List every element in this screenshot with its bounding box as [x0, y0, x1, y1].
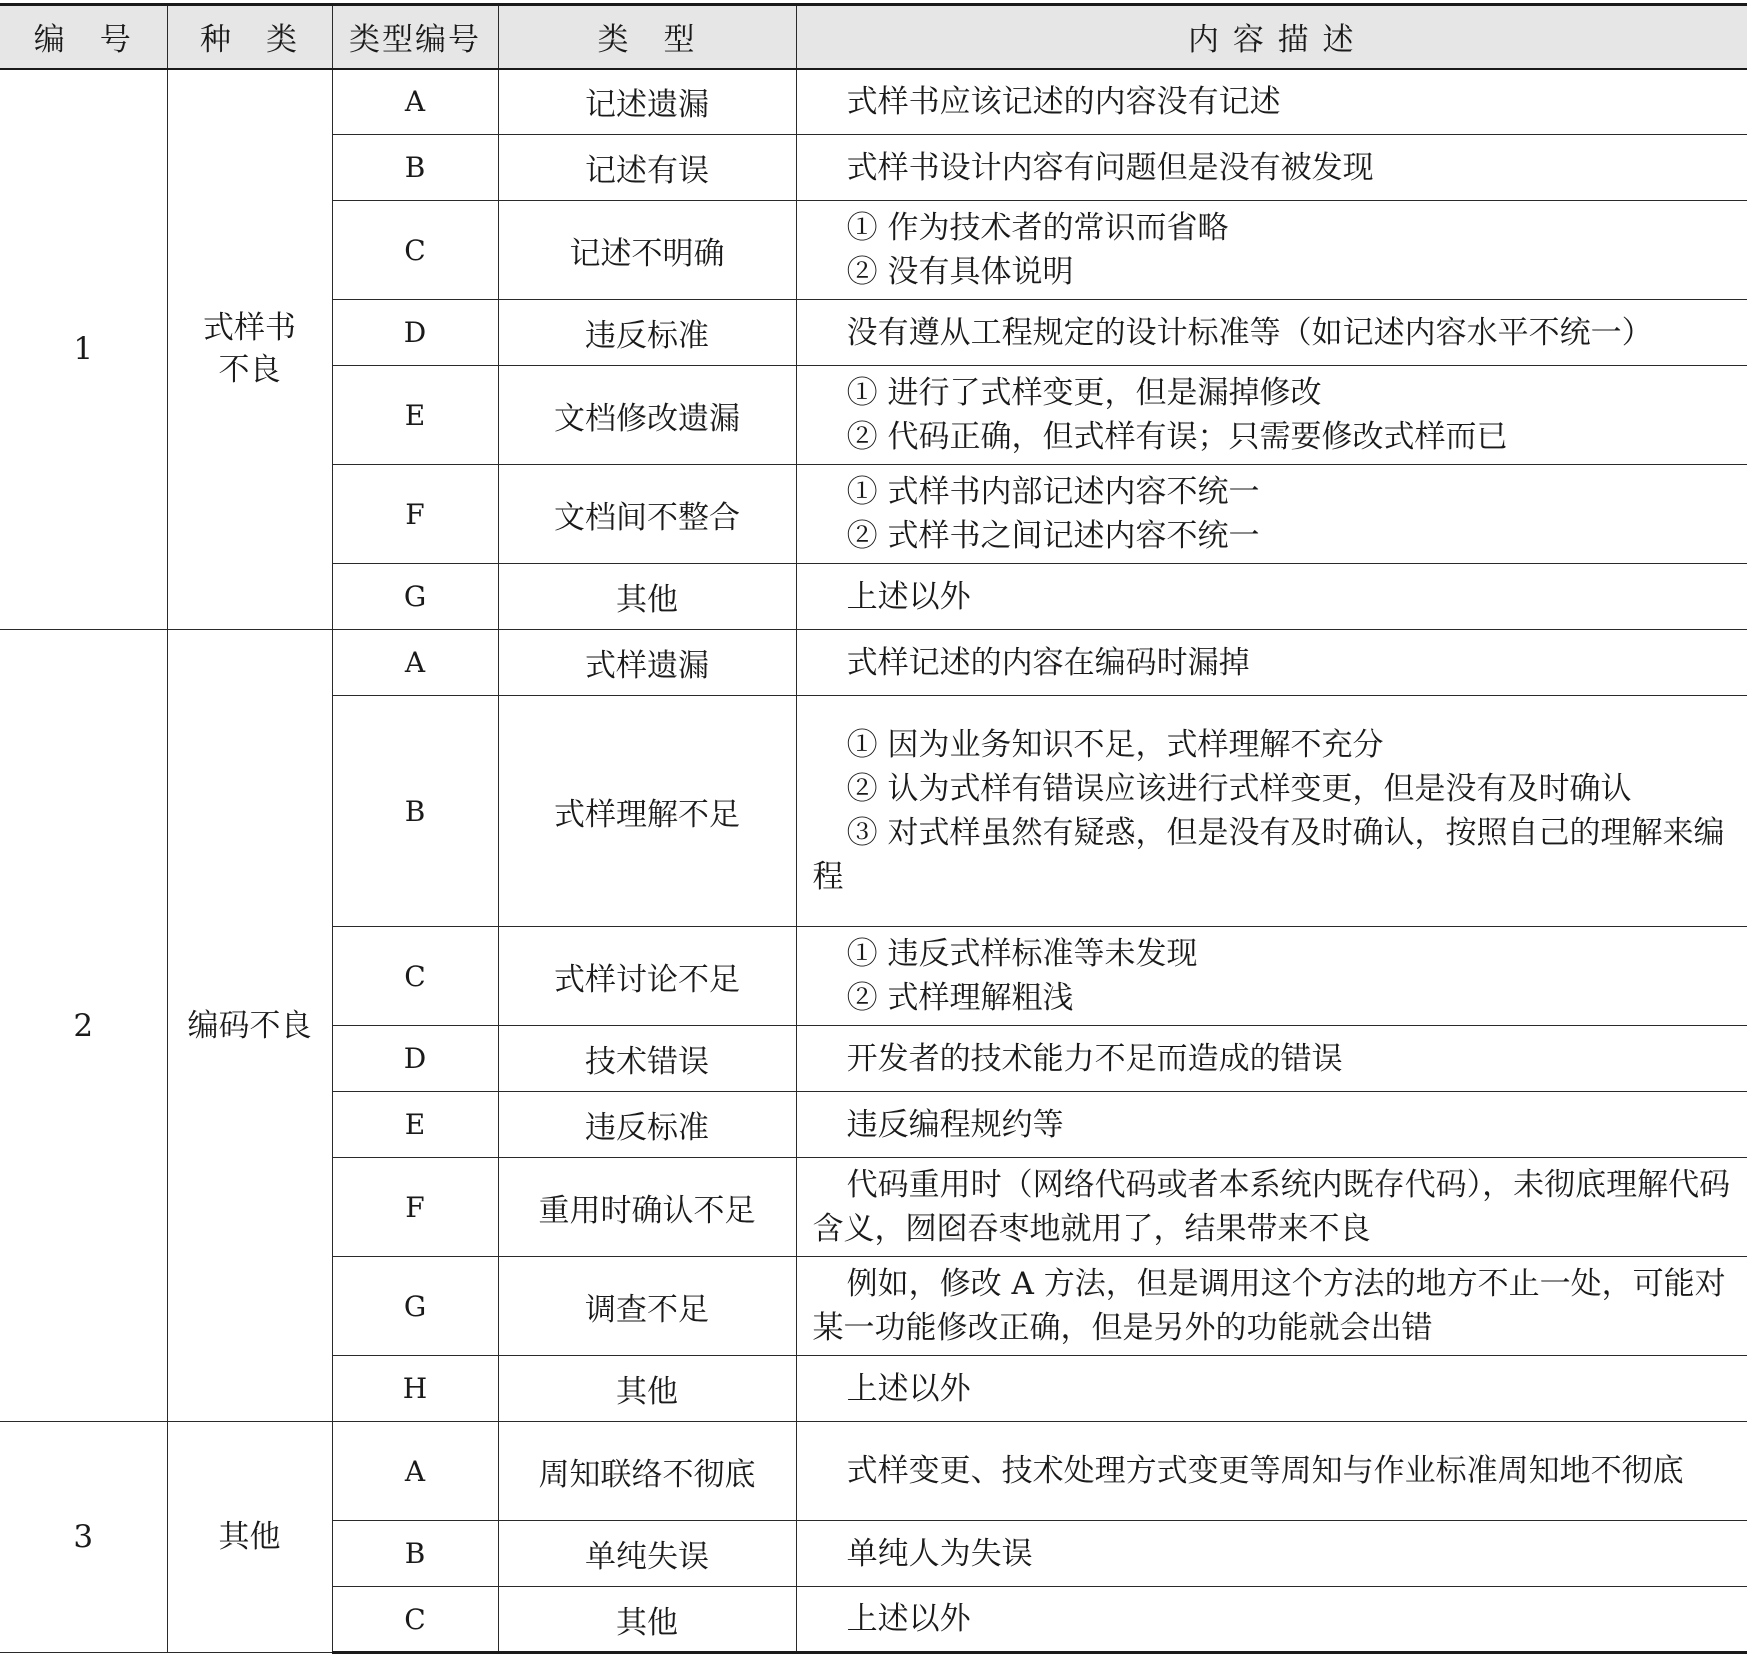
- header-description: 内 容 描 述: [796, 5, 1747, 69]
- description-line: ① 违反式样标准等未发现: [846, 936, 1198, 972]
- type-code: A: [332, 69, 498, 135]
- group-number: 1: [0, 69, 167, 630]
- description-line: 上述以外: [846, 578, 971, 615]
- description: [796, 1092, 1747, 1158]
- description: [796, 465, 1747, 564]
- description-line: ① 进行了式样变更，但是漏掉修改: [846, 375, 1322, 411]
- type-code: C: [332, 1587, 498, 1653]
- description-line: ② 代码正确，但式样有误；只需要修改式样而已: [846, 419, 1508, 455]
- type-name: 单纯失误: [498, 1521, 796, 1587]
- description: [796, 927, 1747, 1026]
- description: [796, 1422, 1747, 1521]
- description: [796, 630, 1747, 696]
- type-code: A: [332, 630, 498, 696]
- description: [796, 1158, 1747, 1257]
- header-type-code: 类型编号: [332, 5, 498, 69]
- type-name: 记述有误: [498, 135, 796, 201]
- type-name: 违反标准: [498, 300, 796, 366]
- description-line: ① 因为业务知识不足，式样理解不充分: [846, 727, 1384, 763]
- type-code: B: [332, 135, 498, 201]
- type-name: 周知联络不彻底: [498, 1422, 796, 1521]
- type-code: C: [332, 927, 498, 1026]
- description: [796, 696, 1747, 927]
- group-category: [167, 630, 332, 1422]
- description-line: ② 式样理解粗浅: [846, 980, 1074, 1016]
- description: [796, 201, 1747, 300]
- header-row: [0, 5, 1747, 69]
- table-body: [0, 69, 1747, 1653]
- defect-classification-table: [0, 3, 1747, 1654]
- description-line: ② 认为式样有错误应该进行式样变更，但是没有及时确认: [846, 771, 1632, 807]
- header-number: 编 号: [0, 5, 167, 69]
- type-name: 技术错误: [498, 1026, 796, 1092]
- description-line: 式样书设计内容有问题但是没有被发现: [846, 149, 1374, 186]
- group-number: 3: [0, 1422, 167, 1653]
- type-code: H: [332, 1356, 498, 1422]
- type-code: C: [332, 201, 498, 300]
- type-code: E: [332, 1092, 498, 1158]
- description-line: 式样书应该记述的内容没有记述: [846, 83, 1281, 120]
- type-name: 其他: [498, 1587, 796, 1653]
- type-code: F: [332, 465, 498, 564]
- type-name: 重用时确认不足: [498, 1158, 796, 1257]
- table-row: [0, 1422, 1747, 1521]
- table-header: [0, 5, 1747, 69]
- type-name: 文档间不整合: [498, 465, 796, 564]
- description: [796, 1257, 1747, 1356]
- header-type: 类 型: [498, 5, 796, 69]
- description: [796, 1356, 1747, 1422]
- group-number: 2: [0, 630, 167, 1422]
- description: [796, 366, 1747, 465]
- type-name: 记述不明确: [498, 201, 796, 300]
- type-code: G: [332, 564, 498, 630]
- type-name: 式样讨论不足: [498, 927, 796, 1026]
- description: [796, 135, 1747, 201]
- group-category: [167, 69, 332, 630]
- header-category: 种 类: [167, 5, 332, 69]
- table-row: [0, 69, 1747, 135]
- type-code: B: [332, 1521, 498, 1587]
- type-code: E: [332, 366, 498, 465]
- type-name: 调查不足: [498, 1257, 796, 1356]
- type-code: F: [332, 1158, 498, 1257]
- description-line: 式样记述的内容在编码时漏掉: [846, 644, 1250, 681]
- group-category-label: 其他: [218, 1519, 281, 1555]
- group-category-label: 编码不良: [187, 1007, 312, 1044]
- type-name: 违反标准: [498, 1092, 796, 1158]
- description-line: 上述以外: [846, 1601, 971, 1637]
- description: [796, 564, 1747, 630]
- description-line: 开发者的技术能力不足而造成的错误: [846, 1040, 1343, 1077]
- description: [796, 1026, 1747, 1092]
- description-line: ③ 对式样虽然有疑惑，但是没有及时确认，按照自己的理解来编程: [812, 815, 1725, 895]
- type-code: G: [332, 1257, 498, 1356]
- description-line: 上述以外: [846, 1370, 971, 1407]
- description-line: 违反编程规约等: [846, 1106, 1064, 1143]
- type-name: 其他: [498, 564, 796, 630]
- group-category: [167, 1422, 332, 1653]
- type-name: 式样理解不足: [498, 696, 796, 927]
- description-line: 没有遵从工程规定的设计标准等（如记述内容水平不统一）: [846, 314, 1653, 351]
- description-line: 单纯人为失误: [846, 1535, 1033, 1572]
- description: [796, 300, 1747, 366]
- description-line: ② 没有具体说明: [846, 254, 1074, 290]
- type-name: 文档修改遗漏: [498, 366, 796, 465]
- description: [796, 1521, 1747, 1587]
- type-name: 记述遗漏: [498, 69, 796, 135]
- type-code: D: [332, 300, 498, 366]
- description-line: ① 式样书内部记述内容不统一: [846, 474, 1260, 510]
- description-line: 例如，修改 A 方法，但是调用这个方法的地方不止一处，可能对某一功能修改正确，但是另外的功能就会出错: [812, 1266, 1726, 1346]
- type-code: A: [332, 1422, 498, 1521]
- type-code: D: [332, 1026, 498, 1092]
- description-line: ② 式样书之间记述内容不统一: [846, 518, 1260, 554]
- group-category-label: 式样书不良: [203, 310, 296, 389]
- description-line: ① 作为技术者的常识而省略: [846, 210, 1229, 246]
- description: [796, 69, 1747, 135]
- type-code: B: [332, 696, 498, 927]
- type-name: 其他: [498, 1356, 796, 1422]
- table-row: [0, 630, 1747, 696]
- type-name: 式样遗漏: [498, 630, 796, 696]
- description: [796, 1587, 1747, 1653]
- description-line: 代码重用时（网络代码或者本系统内既存代码），未彻底理解代码含义，囫囵吞枣地就用了，结果带来不良: [812, 1167, 1731, 1247]
- description-line: 式样变更、技术处理方式变更等周知与作业标准周知地不彻底: [846, 1453, 1684, 1489]
